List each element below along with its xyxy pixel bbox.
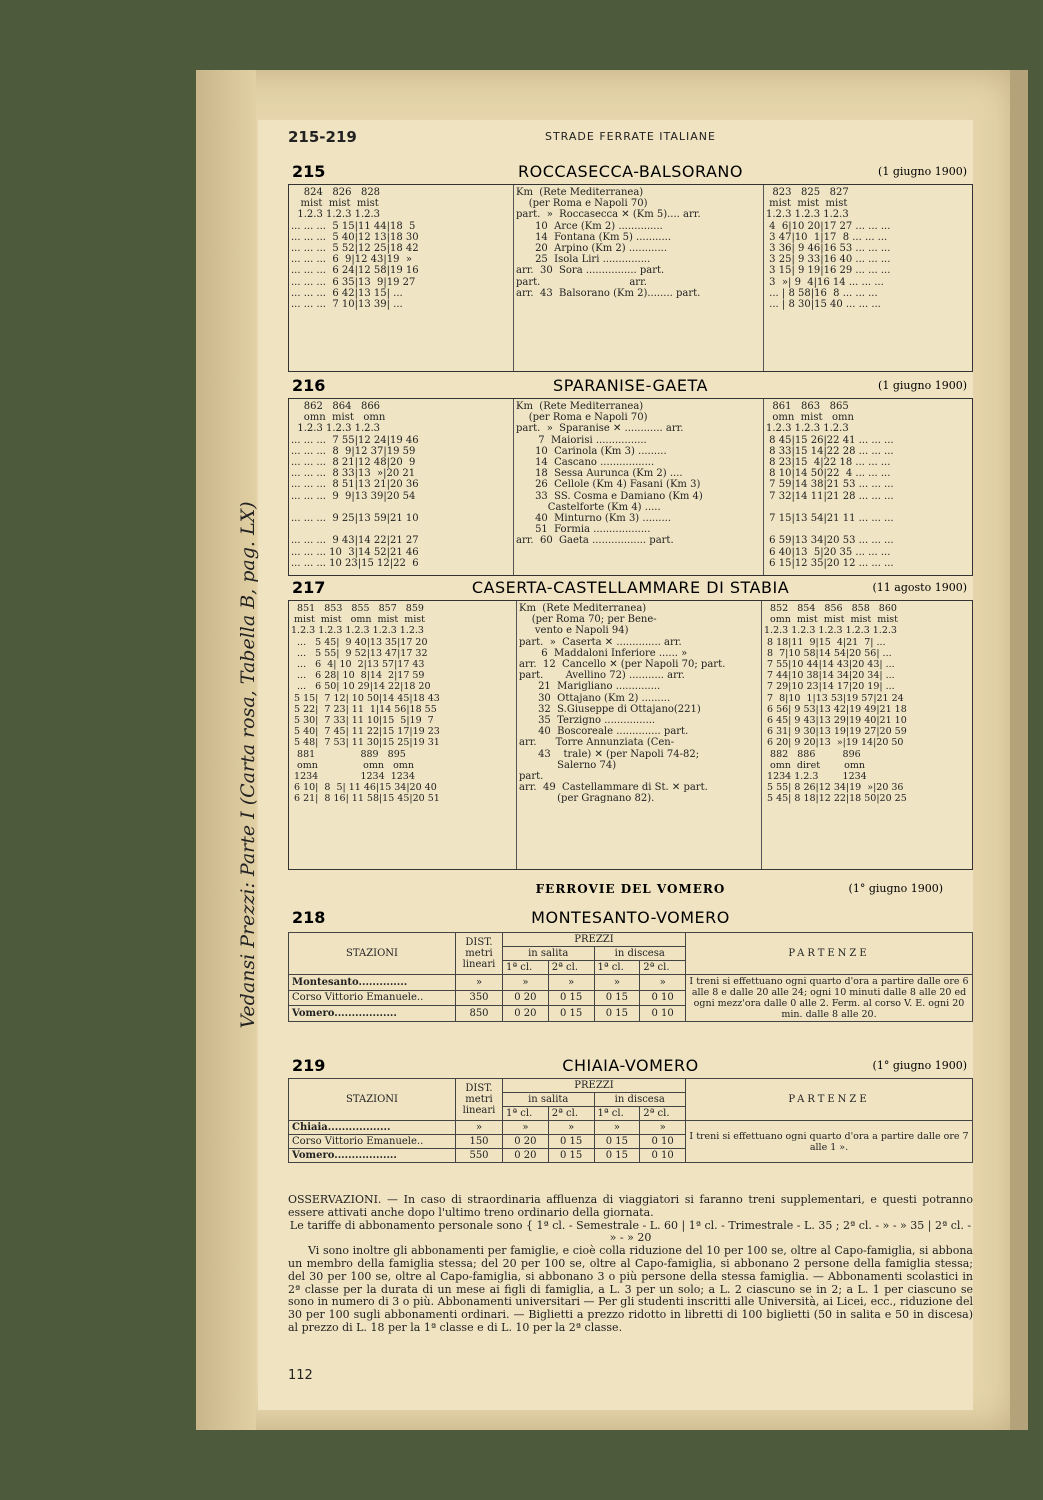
page-number: 112 — [288, 1368, 313, 1383]
section-215-title — [288, 162, 973, 182]
section-number: 217 — [292, 578, 326, 597]
timetable-217 — [288, 600, 973, 870]
header-discesa: in discesa — [594, 1093, 686, 1107]
section-date: (11 agosto 1900) — [872, 581, 967, 594]
observations-p3: Vi sono inoltre gli abbonamenti per famiglie, e cioè colla riduzione del 10 per 100 se, oltre al Capo-famiglia, si abbona un membro della famiglia stessa; del 20 per 100 se, oltre al Capo-famiglia, si abbonano 2 persone della famiglia stessa; del 30 per 100 se, oltre al Capo-famiglia, si abbonano 3 o più persone della stessa famiglia. — Abbonamenti scolastici in 2ª classe per la durata di un mese ai figli di famiglia, a L. 3 per un solo; a L. 2 ciascuno se in 2; a L. 1 per ciascuno se sono in numero di 3 o più. Abbonamenti universitari — Per gli studenti inscritti alle Università, ai Licei, ecc., riduzione del 30 per 100 sugli abbonamenti ordinari. — Biglietti a prezzo ridotto in libretti di 100 biglietti (50 in salita e 50 in discesa) al prezzo di L. 18 per la 1ª classe e di L. 10 per la 2ª classe. — [288, 1244, 973, 1334]
station-name: Corso Vittorio Emanuele.. — [289, 990, 456, 1006]
section-date: (1 giugno 1900) — [878, 165, 967, 178]
price: 0 15 — [594, 1149, 640, 1163]
price: 0 20 — [503, 990, 549, 1006]
sidebar-text: Vedansi Prezzi: Parte I (Carta rosa, Tabella B, pag. LX) — [237, 501, 259, 1029]
price: » — [594, 1121, 640, 1135]
section-218-title — [288, 908, 973, 928]
header-salita: in salita — [503, 947, 595, 961]
price: » — [548, 1121, 594, 1135]
header-class-1: 1ª cl. — [594, 961, 640, 975]
station-name: Corso Vittorio Emanuele.. — [289, 1135, 456, 1149]
header-partenze: PARTENZE — [686, 933, 973, 975]
header-stazioni: STAZIONI — [289, 933, 456, 975]
price: 0 15 — [548, 1006, 594, 1022]
section-216-title — [288, 376, 973, 396]
price: 0 20 — [503, 1006, 549, 1022]
header-class-2: 2ª cl. — [548, 961, 594, 975]
ferrovie-vomero-heading — [288, 882, 973, 896]
observations — [288, 1194, 973, 1335]
observations-p1: OSSERVAZIONI. — In caso di straordinaria affluenza di viaggiatori si faranno treni supplementari, e questi potranno essere attivati anche dopo l'ultimo treno ordinario della giornata. — [288, 1193, 973, 1219]
table-row — [289, 975, 973, 991]
observations-p2: Le tariffe di abbonamento personale sono { 1ª cl. - Semestrale - L. 60 | 1ª cl. - Trimestrale - L. 35 ; 2ª cl. - » - » 35 | 2ª cl. - » - » 20 — [289, 1218, 972, 1245]
price: 0 10 — [640, 990, 686, 1006]
price: 0 15 — [548, 1149, 594, 1163]
price: 0 15 — [594, 1006, 640, 1022]
header-partenze: PARTENZE — [686, 1079, 973, 1121]
page-range: 215-219 — [288, 128, 357, 146]
price: 0 15 — [548, 990, 594, 1006]
station-name: Montesanto.............. — [289, 975, 456, 991]
section-title: ROCCASECCA-BALSORANO — [518, 162, 743, 181]
timetable-stations: Km (Rete Mediterranea) (per Roma e Napoli 70) part. » Roccasecca ✕ (Km 5).... arr. 10 Arce (Km 2) .............. 14 Fontana (Km 5) ........... 20 Arpino (Km 2) ............ 25 Isola Liri ............... arr. 30 Sora ................ part. part. arr. arr. 43 Balsorano (Km 2)........ part. — [514, 185, 764, 371]
header-prezzi: PREZZI — [503, 1079, 686, 1093]
price: 0 15 — [594, 1135, 640, 1149]
table-row — [289, 1121, 973, 1135]
price: 0 10 — [640, 1006, 686, 1022]
price: 0 15 — [548, 1135, 594, 1149]
section-219-title — [288, 1056, 973, 1076]
section-title: CASERTA-CASTELLAMMARE DI STABIA — [471, 578, 790, 597]
price: 0 10 — [640, 1135, 686, 1149]
ferrovie-date: (1° giugno 1900) — [848, 882, 943, 895]
timetable-left: 851 853 855 857 859 mist mist omn mist mist 1.2.3 1.2.3 1.2.3 1.2.3 1.2.3 ... 5 45| 9 40|13 35|17 20 ... 5 55| 9 52|13 47|17 32 ... 6 4| 10 2|13 57|17 43 ... 6 28| 10 8|14 2|17 59 ... 6 50| 10 29|14 22|18 20 5 15| 7 12| 10 50|14 45|18 43 5 22| 7 23| 11 1|14 56|18 55 5 30| 7 33| 11 10|15 5|19 7 5 40| 7 45| 11 22|15 17|19 23 5 48| 7 53| 11 30|15 25|19 31 881 889 895 omn omn omn 1234 1234 1234 6 10| 8 5| 11 46|15 34|20 40 6 21| 8 16| 11 58|15 45|20 51 — [289, 601, 517, 869]
section-date: (1° giugno 1900) — [872, 1059, 967, 1072]
ferrovie-title: FERROVIE DEL VOMERO — [535, 882, 726, 896]
header-class-2: 2ª cl. — [640, 961, 686, 975]
fare-table-218 — [288, 932, 973, 1022]
distance: 350 — [456, 990, 503, 1006]
station-name: Vomero.................. — [289, 1149, 456, 1163]
price: » — [640, 1121, 686, 1135]
page-title: STRADE FERRATE ITALIANE — [544, 130, 716, 143]
timetable-216 — [288, 398, 973, 576]
timetable-right: 861 863 865 omn mist omn 1.2.3 1.2.3 1.2.3 8 45|15 26|22 41 ... ... ... 8 33|15 14|22 28 ... ... ... 8 23|15 4|22 18 ... ... ... 8 10|14 50|22 4 ... ... ... 7 59|14 38|21 53 ... ... ... 7 32|14 11|21 28 ... ... ... 7 15|13 54|21 11 ... ... ... 6 59|13 34|20 53 ... ... ... 6 40|13 5|20 35 ... ... ... 6 15|12 35|20 12 ... ... ... — [766, 401, 894, 569]
section-217-title — [288, 578, 973, 598]
sidebar-note — [228, 380, 268, 1150]
section-date: (1 giugno 1900) — [878, 379, 967, 392]
distance: » — [456, 1121, 503, 1135]
price: » — [503, 1121, 549, 1135]
page-header — [288, 128, 973, 150]
section-title: MONTESANTO-VOMERO — [531, 908, 730, 927]
timetable-stations: Km (Rete Mediterranea) (per Roma e Napoli 70) part. » Sparanise ✕ ............ arr. 7 Maiorisi ................ 10 Carinola (Km 3) ......... 14 Cascano ................. 18 Sessa Aurunca (Km 2) .... 26 Cellole (Km 4) Fasani (Km 3) 33 SS. Cosma e Damiano (Km 4) Castelforte (Km 4) ..... 40 Minturno (Km 3) ......... 51 Formia .................. arr. 60 Gaeta ................. part. — [514, 399, 764, 575]
header-stazioni: STAZIONI — [289, 1079, 456, 1121]
fare-table-219 — [288, 1078, 973, 1163]
timetable-right: 852 854 856 858 860 omn mist mist mist mist 1.2.3 1.2.3 1.2.3 1.2.3 1.2.3 8 18|11 9|15 4|21 7| ... 8 7|10 58|14 54|20 56| ... 7 55|10 44|14 43|20 43| ... 7 44|10 38|14 34|20 34| ... 7 29|10 23|14 17|20 19| ... 7 8|10 1|13 53|19 57|21 24 6 56| 9 53|13 42|19 49|21 18 6 45| 9 43|13 29|19 40|21 10 6 31| 9 30|13 19|19 27|20 59 6 20| 9 20|13 »|19 14|20 50 882 886 896 omn diret omn 1234 1.2.3 1234 5 55| 8 26|12 34|19 »|20 36 5 45| 8 18|12 22|18 50|20 25 — [764, 603, 907, 805]
departures-note: I treni si effettuano ogni quarto d'ora a partire dalle ore 6 alle 8 e dalle 20 alle 24; ogni 10 minuti dalle 8 alle 20 ed ogni mezz'ora dalle 0 alle 2. Ferm. al corso V. E. ogni 20 min. dalle 8 alle 20. — [686, 975, 973, 1022]
section-number: 219 — [292, 1056, 326, 1075]
timetable-stations: Km (Rete Mediterranea) (per Roma 70; per Bene- vento e Napoli 94) part. » Caserta ✕ .............. arr. 6 Maddaloni Inferiore ...... » arr. 12 Cancello ✕ (per Napoli 70; part. part. Avellino 72) ........... arr. 21 Marigliano .............. 30 Ottajano (Km 2) ......... 32 S.Giuseppe di Ottajano(221) 35 Terzigno ................ 40 Boscoreale .............. part. arr. Torre Annunziata (Cen- 43 trale) ✕ (per Napoli 74-82; Salerno 74) part. arr. 49 Castellammare di St. ✕ part. (per Gragnano 82). — [517, 601, 762, 869]
departures-note: I treni si effettuano ogni quarto d'ora a partire dalle ore 7 alle 1 ». — [686, 1121, 973, 1163]
header-prezzi: PREZZI — [503, 933, 686, 947]
header-class-1: 1ª cl. — [503, 961, 549, 975]
price: » — [503, 975, 549, 991]
price: » — [548, 975, 594, 991]
section-number: 215 — [292, 162, 326, 181]
distance: 550 — [456, 1149, 503, 1163]
station-name: Chiaia.................. — [289, 1121, 456, 1135]
header-salita: in salita — [503, 1093, 595, 1107]
price: » — [640, 975, 686, 991]
timetable-left: 824 826 828 mist mist mist 1.2.3 1.2.3 1.2.3 ... ... ... 5 15|11 44|18 5 ... ... ... 5 40|12 13|18 30 ... ... ... 5 52|12 25|18 42 ... ... ... 6 9|12 43|19 » ... ... ... 6 24|12 58|19 16 ... ... ... 6 35|13 9|19 27 ... ... ... 6 42|13 15| ... ... ... ... 7 10|13 39| ... — [289, 185, 514, 371]
section-number: 218 — [292, 908, 326, 927]
section-title: SPARANISE-GAETA — [553, 376, 708, 395]
timetable-215 — [288, 184, 973, 372]
distance: 150 — [456, 1135, 503, 1149]
price: 0 20 — [503, 1135, 549, 1149]
distance: 850 — [456, 1006, 503, 1022]
price: 0 15 — [594, 990, 640, 1006]
header-class-2: 2ª cl. — [640, 1107, 686, 1121]
header-dist: DIST. metri lineari — [456, 1079, 503, 1121]
header-class-1: 1ª cl. — [503, 1107, 549, 1121]
price: » — [594, 975, 640, 991]
section-number: 216 — [292, 376, 326, 395]
price: 0 10 — [640, 1149, 686, 1163]
price: 0 20 — [503, 1149, 549, 1163]
header-class-1: 1ª cl. — [594, 1107, 640, 1121]
timetable-left: 862 864 866 omn mist omn 1.2.3 1.2.3 1.2.3 ... ... ... 7 55|12 24|19 46 ... ... ... 8 9|12 37|19 59 ... ... ... 8 21|12 48|20 9 ... ... ... 8 33|13 »|20 21 ... ... ... 8 51|13 21|20 36 ... ... ... 9 9|13 39|20 54 ... ... ... 9 25|13 59|21 10 ... ... ... 9 43|14 22|21 27 ... ... ... 10 3|14 52|21 46 ... ... ... 10 23|15 12|22 6 — [289, 399, 514, 575]
header-dist: DIST. metri lineari — [456, 933, 503, 975]
page-edge — [1010, 70, 1028, 1430]
distance: » — [456, 975, 503, 991]
timetable-right: 823 825 827 mist mist mist 1.2.3 1.2.3 1.2.3 4 6|10 20|17 27 ... ... ... 3 47|10 1|17 8 ... ... ... 3 36| 9 46|16 53 ... ... ... 3 25| 9 33|16 40 ... ... ... 3 15| 9 19|16 29 ... ... ... 3 »| 9 4|16 14 ... ... ... ... | 8 58|16 8 ... ... ... ... | 8 30|15 40 ... ... ... — [766, 187, 891, 311]
header-class-2: 2ª cl. — [548, 1107, 594, 1121]
header-discesa: in discesa — [594, 947, 686, 961]
station-name: Vomero.................. — [289, 1006, 456, 1022]
section-title: CHIAIA-VOMERO — [562, 1056, 699, 1075]
